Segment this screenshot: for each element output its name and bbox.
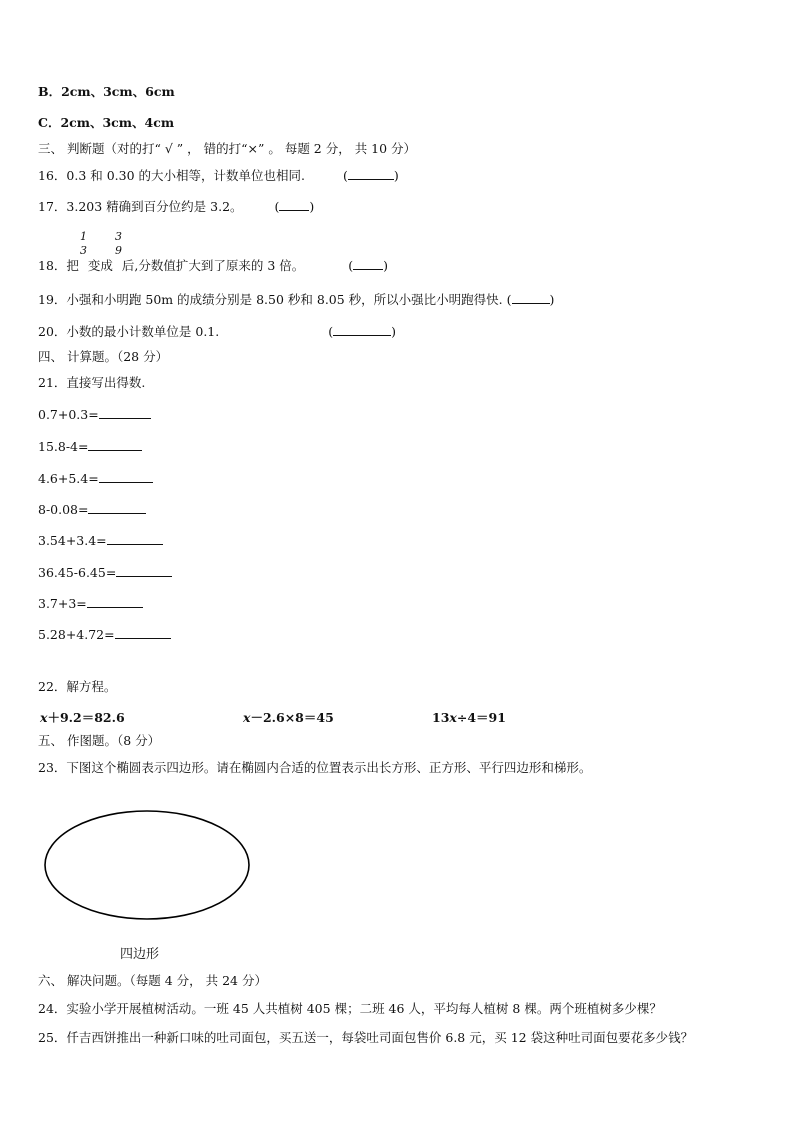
equation-3: 13x÷4＝91 <box>432 710 506 725</box>
question-19-text: 19．小强和小明跑 50m 的成绩分别是 8.50 秒和 8.05 秒，所以小强比小明跑得快. <box>38 292 503 307</box>
calc-item: 5.28+4.72= <box>38 626 171 643</box>
question-18 <box>38 257 388 274</box>
answer-paren-19 <box>507 292 555 307</box>
question-16-text: 16．0.3 和 0.30 的大小相等，计数单位也相同. <box>38 168 306 183</box>
quadrilateral-ellipse <box>42 808 254 930</box>
question-20 <box>38 323 396 340</box>
question-21: 21．直接写出得数. <box>38 375 146 390</box>
calc-item: 36.45-6.45= <box>38 564 172 581</box>
question-23: 23．下图这个椭圆表示四边形。请在椭圆内合适的位置表示出长方形、正方形、平行四边形和梯形。 <box>38 760 592 775</box>
answer-blank <box>99 470 153 483</box>
question-19 <box>38 291 554 308</box>
question-20-text: 20．小数的最小计数单位是 0.1. <box>38 324 220 339</box>
answer-blank <box>116 564 172 577</box>
answer-blank <box>115 626 171 639</box>
calc-item: 3.7+3= <box>38 595 143 612</box>
answer-blank <box>87 595 143 608</box>
answer-blank <box>107 532 163 545</box>
calc-item: 3.54+3.4= <box>38 532 163 549</box>
question-22: 22．解方程。 <box>38 679 117 694</box>
section-6-title: 六、 解决问题。（每题 4 分， 共 24 分） <box>38 973 267 988</box>
option-b: B．2cm、3cm、6cm <box>38 84 175 99</box>
question-16 <box>38 167 399 184</box>
answer-blank <box>88 438 142 451</box>
answer-paren-20 <box>328 324 396 339</box>
question-17-text: 17．3.203 精确到百分位约是 3.2。 <box>38 199 243 214</box>
ellipse-shape <box>45 811 249 919</box>
answer-paren-17 <box>275 199 315 214</box>
calc-item: 0.7+0.3= <box>38 406 151 423</box>
calc-item: 15.8-4= <box>38 438 142 455</box>
section-4-title: 四、 计算题。（28 分） <box>38 349 169 364</box>
answer-blank <box>99 406 151 419</box>
fraction-2-numerator: 3 <box>115 230 122 243</box>
question-17 <box>38 198 314 215</box>
fraction-2-denominator: 9 <box>115 244 122 257</box>
calc-item: 4.6+5.4= <box>38 470 153 487</box>
question-25: 25．仟吉西饼推出一种新口味的吐司面包，买五送一，每袋吐司面包售价 6.8 元，买 12 袋这种吐司面包要花多少钱？ <box>38 1030 694 1045</box>
question-24: 24．实验小学开展植树活动。一班 45 人共植树 405 棵；二班 46 人，平均每人植树 8 棵。两个班植树多少棵？ <box>38 1001 662 1016</box>
equation-2: x－2.6×8＝45 <box>243 710 334 725</box>
section-3-title: 三、 判断题（对的打“ √ ” ， 错的打“×” 。 每题 2 分， 共 10 分） <box>38 141 417 156</box>
calc-item: 8-0.08= <box>38 501 146 518</box>
equation-1: x＋9.2＝82.6 <box>40 710 125 725</box>
question-18-text-b: 变成 <box>87 258 113 273</box>
option-c: C．2cm、3cm、4cm <box>38 115 175 130</box>
answer-paren-16 <box>343 168 399 183</box>
answer-paren-18 <box>348 258 388 273</box>
fraction-1-denominator: 3 <box>80 244 87 257</box>
ellipse-figure <box>42 808 254 926</box>
question-18-text-a: 18．把 <box>38 258 79 273</box>
ellipse-caption: 四边形 <box>120 947 160 962</box>
question-18-text-c: 后,分数值扩大到了原来的 3 倍。 <box>121 258 305 273</box>
answer-blank <box>88 501 146 514</box>
fraction-1-numerator: 1 <box>80 230 87 243</box>
section-5-title: 五、 作图题。（8 分） <box>38 733 161 748</box>
